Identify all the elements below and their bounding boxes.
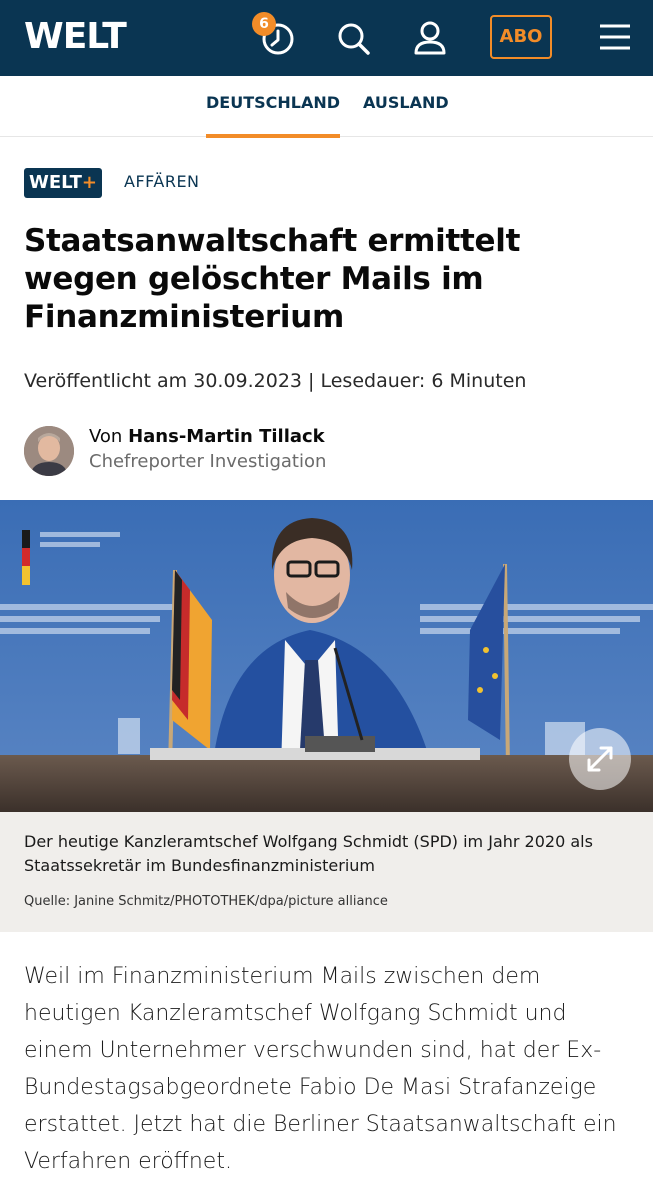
article-meta: Veröffentlicht am 30.09.2023 | Lesedauer: 6 Minuten	[24, 370, 527, 392]
article-lead: Weil im Finanzministerium Mails zwischen dem heutigen Kanzleramtschef Wolfgang Schmidt und einem Unternehmer verschwunden sind, hat der Ex-Bundestagsabgeordnete Fabio De Masi Strafanzeige erstattet. Jetzt hat die Berliner Staatsanwaltschaft ein Verfahren eröffnet.	[24, 964, 617, 1174]
notification-badge: 6	[252, 12, 276, 36]
article-title: Staatsanwaltschaft ermittelt wegen gelöschter Mails im Finanzministerium	[24, 223, 521, 335]
expand-image-button[interactable]	[569, 728, 631, 790]
author-role: Chefreporter Investigation	[89, 451, 327, 472]
section-nav	[0, 76, 653, 137]
welt-plus-badge-plus: +	[81, 172, 97, 193]
welt-logo[interactable]: WELT	[24, 16, 126, 57]
user-icon[interactable]	[406, 14, 454, 62]
author-avatar[interactable]	[24, 426, 74, 476]
image-caption-box	[0, 812, 653, 932]
author-name[interactable]: Hans-Martin Tillack	[128, 426, 325, 447]
image-caption: Der heutige Kanzleramtschef Wolfgang Schmidt (SPD) im Jahr 2020 als Staatssekretär im Bundesfinanzministerium	[24, 832, 593, 875]
image-source: Quelle: Janine Schmitz/PHOTOTHEK/dpa/picture alliance	[24, 894, 388, 909]
top-header	[0, 0, 653, 76]
menu-icon[interactable]	[592, 14, 640, 62]
welt-plus-badge-main: WELT	[28, 172, 82, 193]
abo-button[interactable]: ABO	[490, 15, 552, 59]
category-link[interactable]: AFFÄREN	[124, 172, 200, 191]
article-image[interactable]	[0, 500, 653, 812]
tab-deutschland[interactable]: DEUTSCHLAND	[206, 76, 340, 138]
author-byline	[89, 426, 325, 447]
tab-ausland[interactable]: AUSLAND	[363, 93, 449, 112]
author-prefix: Von	[89, 426, 123, 447]
search-icon[interactable]	[330, 14, 378, 62]
welt-plus-badge	[24, 168, 102, 198]
